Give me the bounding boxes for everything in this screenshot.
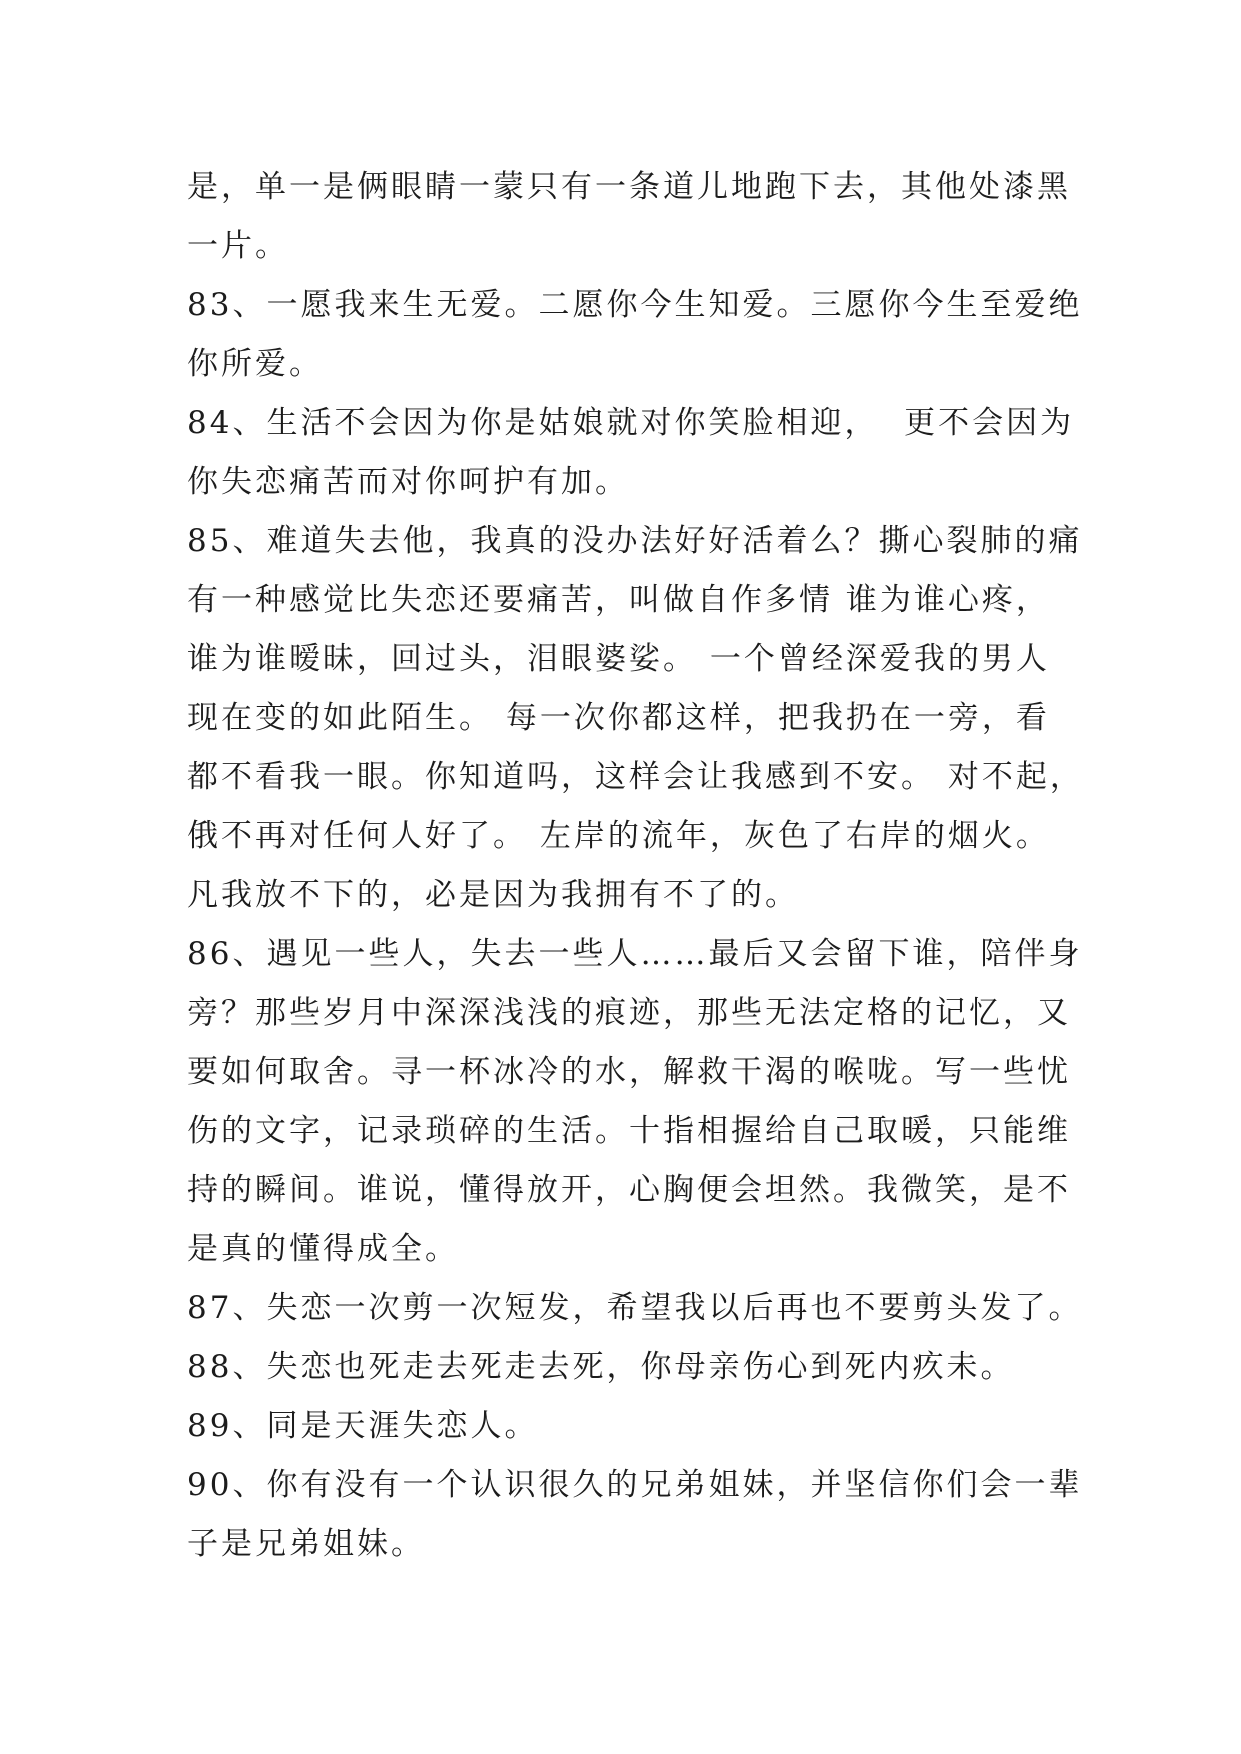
text-line: 一片。 (187, 228, 289, 264)
text-line: 俄不再对任何人好了。 左岸的流年，灰色了右岸的烟火。 (187, 818, 1050, 854)
text-line: 是真的懂得成全。 (187, 1231, 459, 1267)
text-line: 86、遇见一些人，失去一些人……最后又会留下谁，陪伴身 (187, 936, 1083, 972)
document-body (187, 158, 1084, 1574)
text-line: 90、你有没有一个认识很久的兄弟姐妹，并坚信你们会一辈 (187, 1467, 1083, 1503)
text-line: 都不看我一眼。你知道吗，这样会让我感到不安。 对不起， (187, 759, 1084, 795)
text-line: 85、难道失去他，我真的没办法好好活着么？撕心裂肺的痛 (187, 523, 1083, 559)
text-line: 你失恋痛苦而对你呵护有加。 (187, 464, 629, 500)
text-line: 有一种感觉比失恋还要痛苦，叫做自作多情 谁为谁心疼， (187, 582, 1050, 618)
text-line: 88、失恋也死走去死走去死，你母亲伤心到死内疚未。 (187, 1349, 1015, 1385)
text-line: 是，单一是俩眼睛一蒙只有一条道儿地跑下去，其他处漆黑 (187, 169, 1071, 205)
text-line: 你所爱。 (187, 346, 323, 382)
text-line: 持的瞬间。谁说，懂得放开，心胸便会坦然。我微笑，是不 (187, 1172, 1071, 1208)
text-line: 谁为谁暧昧，回过头，泪眼婆娑。 一个曾经深爱我的男人 (187, 641, 1050, 677)
text-line: 要如何取舍。寻一杯冰冷的水，解救干渴的喉咙。写一些忧 (187, 1054, 1071, 1090)
text-line: 89、同是天涯失恋人。 (187, 1408, 539, 1444)
text-line: 83、一愿我来生无爱。二愿你今生知爱。三愿你今生至爱绝 (187, 287, 1083, 323)
text-line: 84、生活不会因为你是姑娘就对你笑脸相迎， 更不会因为 (187, 405, 1075, 441)
text-line: 现在变的如此陌生。 每一次你都这样，把我扔在一旁，看 (187, 700, 1050, 736)
text-line: 凡我放不下的，必是因为我拥有不了的。 (187, 877, 799, 913)
text-line: 伤的文字，记录琐碎的生活。十指相握给自己取暖，只能维 (187, 1113, 1071, 1149)
text-line: 旁？那些岁月中深深浅浅的痕迹，那些无法定格的记忆，又 (187, 995, 1071, 1031)
text-line: 子是兄弟姐妹。 (187, 1526, 425, 1562)
text-line: 87、失恋一次剪一次短发，希望我以后再也不要剪头发了。 (187, 1290, 1083, 1326)
